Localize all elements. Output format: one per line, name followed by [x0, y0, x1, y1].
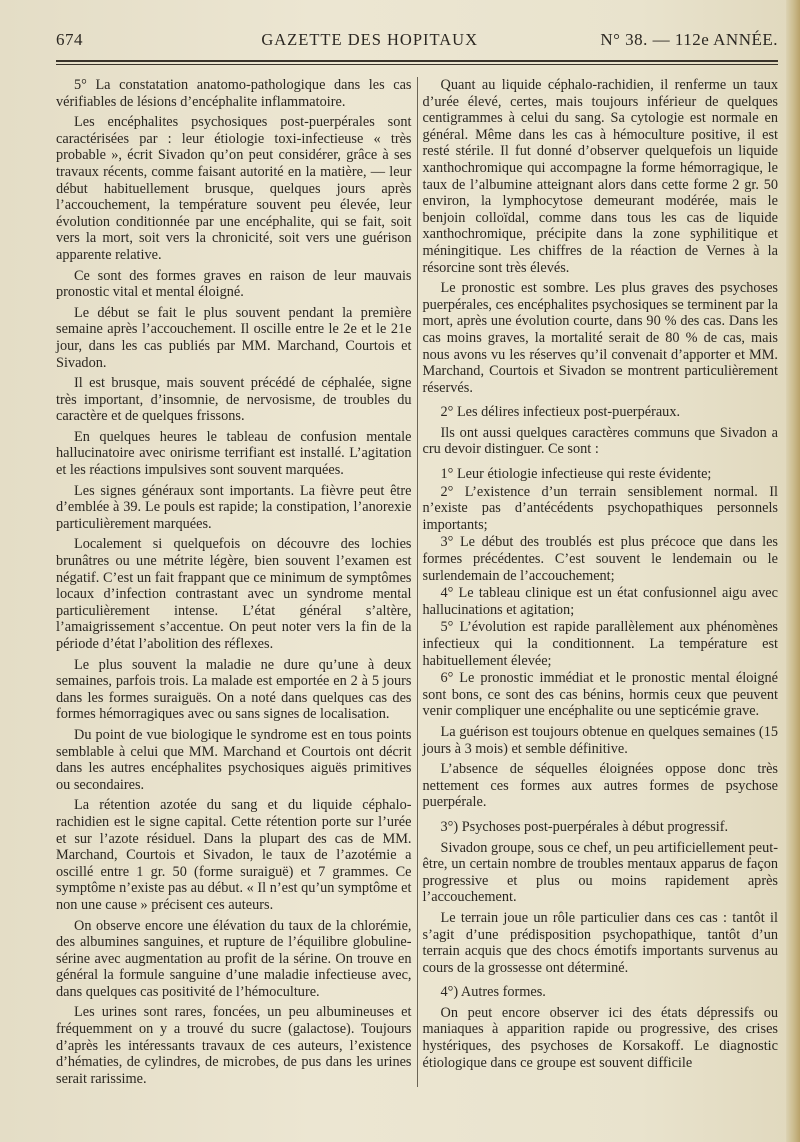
paragraph: L’absence de séquelles éloignées oppose donc très nettement ces formes aux autres formes de psychose puerpérale.	[422, 761, 778, 811]
list-item: 2° L’existence d’un terrain sensiblement normal. Il n’existe pas d’antécédents psychopathiques personnels importants;	[422, 483, 778, 533]
paragraph: Du point de vue biologique le syndrome est en tous points semblable à celui que MM. Marchand et Courtois ont décrit dans les autres encéphalites psychosiques aiguës primitives ou secondaires.	[56, 726, 412, 793]
paragraph: Les urines sont rares, foncées, un peu albumineuses et fréquemment on y a trouvé du sucre (galactose). Toujours d’après les intéressants travaux de ces auteurs, l’existence d’hématies, de cylindres, de microbes, de pus dans les urines serait rarissime.	[56, 1004, 412, 1087]
list-item: 5° L’évolution est rapide parallèlement aux phénomènes infectieux qui la conditionnent. La température est habituellement élevée;	[422, 619, 778, 669]
column-divider	[417, 77, 418, 1087]
right-column	[423, 77, 779, 1087]
paragraph: 5° La constatation anatomo-pathologique dans les cas vérifiables de lésions d’encéphalite inflammatoire.	[56, 77, 412, 110]
paragraph: Ce sont des formes graves en raison de leur mauvais pronostic vital et mental éloigné.	[56, 267, 412, 301]
paragraph: Localement si quelquefois on découvre des lochies brunâtres ou une métrite légère, bien souvent l’examen est négatif. C’est un fait frappant que ce minimum de symptômes locaux d’infection contrastant avec un syndrome mental particulièrement intense. L’état général s’altère, l’amaigrissement s’accentue. On peut noter vers la fin de la période d’état l’abolition des réflexes.	[56, 536, 412, 652]
paragraph: En quelques heures le tableau de confusion mentale hallucinatoire avec onirisme terrifiant est installé. L’agitation et les réactions impulsives sont souvent marquées.	[56, 428, 412, 479]
paragraph: Les signes généraux sont importants. La fièvre peut être d’emblée à 39. Le pouls est rapide; la constipation, l’anorexie particulièrement marquées.	[56, 482, 412, 532]
page-header	[56, 30, 778, 54]
section-heading: 2° Les délires infectieux post-puerpéraux.	[440, 404, 681, 421]
paragraph: On peut encore observer ici des états dépressifs ou maniaques à apparition rapide ou progressive, des crises hystériques, des psychoses de Korsakoff. Le diagnostic étiologique dans ce groupe est souvent difficile	[422, 1004, 778, 1071]
left-column	[56, 77, 412, 1087]
paragraph: Quant au liquide céphalo-rachidien, il renferme un taux d’urée élevé, certes, mais toujours inférieur de quelques centigrammes à celui du sang. Sa cytologie est normale en général. Même dans les cas à hémoculture positive, il est resté stérile. Il fut donné d’observer quelquefois un liquide xanthochromique qui accompagne la forme hémorragique, le taux de l’albumine atteignant alors dans cette forme 2 gr. 50 environ, la lymphocytose demeurant modérée, mais le benjoin colloïdal, comme dans tous les cas de liquide xanthochromique, précipite dans la zone syphilitique et méningitique. Les chiffres de la réaction de Vernes à la résorcine sont très élevés.	[422, 77, 778, 276]
paragraph: Sivadon groupe, sous ce chef, un peu artificiellement peut-être, un certain nombre de troubles mentaux apparus de façon progressive et plus ou moins rapidement après l’accouchement.	[422, 839, 778, 906]
article-columns	[56, 77, 778, 1087]
issue-number: N° 38. — 112e ANNÉE.	[600, 30, 778, 49]
list-item: 6° Le pronostic immédiat et le pronostic mental éloigné sont bons, ce sont des cas bénins, hormis ceux que peuvent venir compliquer une encéphalite ou une septicémie grave.	[422, 670, 778, 720]
paragraph: Le plus souvent la maladie ne dure qu’une à deux semaines, parfois trois. La malade est emportée en 2 à 5 jours dans les formes suraiguës. On a noté dans quelques cas des formes hémorragiques avec ou sans signes de localisation.	[56, 656, 412, 723]
publication-title: GAZETTE DES HOPITAUX	[261, 30, 478, 49]
paragraph: Il est brusque, mais souvent précédé de céphalée, signe très important, d’insomnie, de nervosisme, de troubles du caractère et de quelques frissons.	[56, 375, 412, 425]
header-rule-thin	[56, 64, 778, 65]
paragraph: La rétention azotée du sang et du liquide céphalo-rachidien est le signe capital. Cette rétention porte sur l’urée et sur l’azote résiduel. Dans la plupart des cas de MM. Marchand, Courtois et Sivadon, le taux de l’azotémie a oscillé entre 1 gr. 50 (forme suraiguë) et 7 grammes. Ce symptôme n’existe pas au début. « Il n’est qu’un symptôme et non une cause » précisent ces auteurs.	[56, 797, 412, 913]
page-number: 674	[56, 30, 83, 49]
section-heading: 3°) Psychoses post-puerpérales à début progressif.	[440, 818, 729, 835]
paragraph: Le terrain joue un rôle particulier dans ces cas : tantôt il s’agit d’une prédisposition psychopathique, tantôt d’un terrain acquis que des chocs émotifs importants survenus au cours de la grossesse ont déterminé.	[422, 909, 778, 976]
list-item: 1° Leur étiologie infectieuse qui reste évidente;	[440, 466, 712, 483]
list-item: 3° Le début des troublés est plus précoce que dans les formes précédentes. C’est souvent le lendemain ou le surlendemain de l’accouchement;	[422, 534, 778, 584]
page-edge	[786, 0, 800, 1142]
paragraph: Le début se fait le plus souvent pendant la première semaine après l’accouchement. Il oscille entre le 2e et le 21e jour, dans les cas publiés par MM. Marchand, Courtois et Sivadon.	[56, 304, 412, 371]
section-heading: 4°) Autres formes.	[440, 984, 546, 1001]
paragraph: Ils ont aussi quelques caractères communs que Sivadon a cru devoir distinguer. Ce sont :	[422, 424, 778, 458]
list-item: 4° Le tableau clinique est un état confusionnel aigu avec hallucinations et agitation;	[422, 585, 778, 618]
paragraph: Le pronostic est sombre. Les plus graves des psychoses puerpérales, ces encéphalites psychosiques se terminent par la mort, après une évolution courte, dans 90 % des cas. Dans les cas moins graves, la mortalité serait de 80 % de cas, mais nous avons vu les réserves qu’il convenait d’apporter et MM. Marchand, Courtois et Sivadon se montrent particulièrement réservés.	[422, 280, 778, 396]
paragraph: On observe encore une élévation du taux de la chlorémie, des albumines sanguines, et rupture de l’équilibre globuline-sérine avec augmentation au profit de la sérine. On trouve en général la formule sanguine d’une maladie infectieuse avec, dans quelques cas positivité de l’hémoculture.	[56, 917, 412, 1000]
header-rule	[56, 60, 778, 62]
paragraph: Les encéphalites psychosiques post-puerpérales sont caractérisées par : leur étiologie toxi-infectieuse « très probable », écrit Sivadon qu’on peut considérer, grâce à ses travaux récents, comme faisant autorité en la matière, — leur début habituellement brusque, quelques jours après l’accouchement, la température souvent peu élevée, leur évolution conditionnée par une encéphalite, qui se fait, soit vers la mort, soit vers la chronicité, soit vers une guérison apparente relative.	[56, 114, 412, 263]
paragraph: La guérison est toujours obtenue en quelques semaines (15 jours à 3 mois) et semble définitive.	[422, 723, 778, 757]
